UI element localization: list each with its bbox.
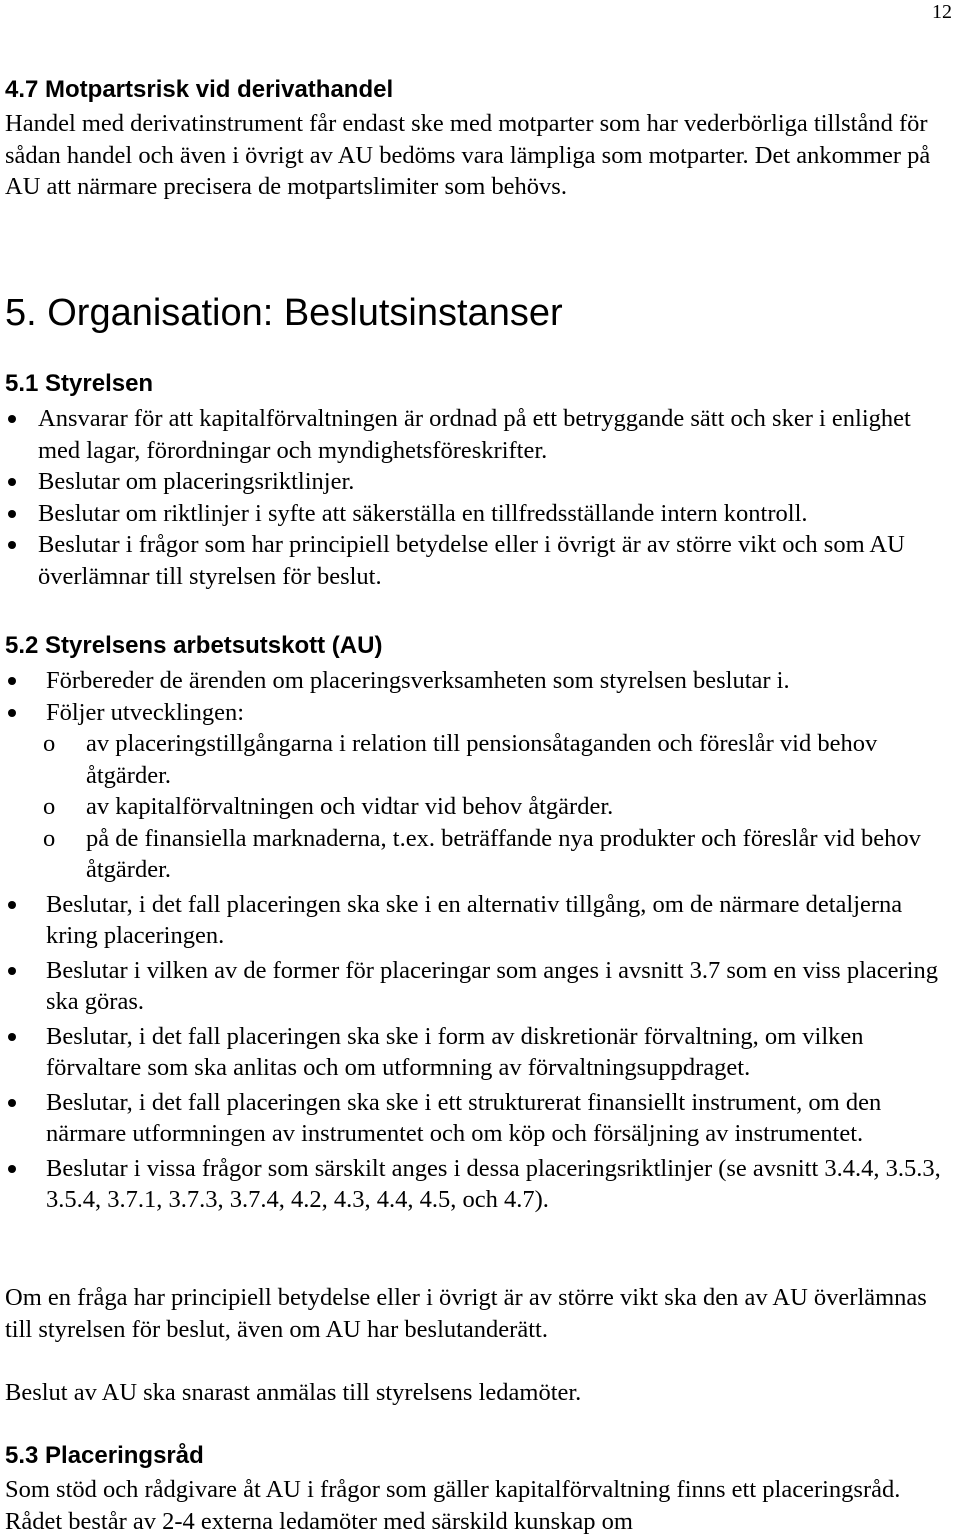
section-4-7-text: Handel med derivatinstrument får endast ske med motparter som har vederbörliga tillstånd för sådan handel och även i övrigt av AU bedöms vara lämpliga som motparter. Det ankommer på AU att närmare precisera de motpartslimiter som behövs. xyxy=(5,110,931,200)
sub-list-item xyxy=(0,728,950,791)
sub-list-item-text: av placeringstillgångarna i relation till pensionsåtaganden och föreslår vid behov åtgärder. xyxy=(86,730,878,789)
list-item-text: Ansvarar för att kapitalförvaltningen är ordnad på ett betryggande sätt och sker i enlighet med lagar, förordningar och myndighetsföreskrifter. xyxy=(38,405,911,464)
bullet-icon xyxy=(8,967,16,975)
list-item xyxy=(0,403,950,466)
section-5-3-heading: 5.3 Placeringsråd xyxy=(5,1442,204,1469)
sub-list-item xyxy=(0,823,950,886)
list-item-text: Beslutar, i det fall placeringen ska ske i en alternativ tillgång, om de närmare detaljerna kring placeringen. xyxy=(46,890,903,949)
list-item xyxy=(0,1153,950,1216)
section-4-7-heading: 4.7 Motpartsrisk vid derivathandel xyxy=(5,76,394,103)
list-item xyxy=(0,529,950,592)
list-item xyxy=(0,697,950,886)
list-item xyxy=(0,1087,950,1150)
list-item-text: Beslutar om riktlinjer i syfte att säkerställa en tillfredsställande intern kontroll. xyxy=(38,499,808,527)
list-item-text: Beslutar i vissa frågor som särskilt anges i dessa placeringsriktlinjer (se avsnitt 3.4.4, 3.5.3, 3.5.4, 3.7.1, 3.7.3, 3.7.4, 4.2, 4.3, 4.4, 4.5, och 4.7). xyxy=(46,1154,941,1213)
list-item xyxy=(0,498,950,530)
circle-marker-icon: o xyxy=(43,730,56,757)
circle-marker-icon: o xyxy=(43,824,56,852)
list-item-text: Beslutar, i det fall placeringen ska ske i ett strukturerat finansiellt instrument, om den närmare utformningen av instrumentet och om köp och försäljning av instrumentet. xyxy=(46,1088,882,1147)
section-5-2-heading: 5.2 Styrelsens arbetsutskott (AU) xyxy=(5,632,383,659)
list-item xyxy=(0,955,950,1018)
circle-marker-icon: o xyxy=(43,793,56,820)
list-item-text: Förbereder de ärenden om placeringsverksamheten som styrelsen beslutar i. xyxy=(46,667,790,694)
list-item-text: Beslutar i frågor som har principiell betydelse eller i övrigt är av större vikt och som AU överlämnar till styrelsen för beslut. xyxy=(38,531,905,590)
section-5-2-list xyxy=(0,665,950,1216)
sub-list xyxy=(43,728,950,886)
section-5-1-heading: 5.1 Styrelsen xyxy=(5,370,154,397)
bullet-icon xyxy=(8,510,16,518)
list-item xyxy=(0,889,950,952)
sub-list-item xyxy=(0,791,950,823)
page-number: 12 xyxy=(932,1,952,23)
sub-list-item-text: på de finansiella marknaderna, t.ex. beträffande nya produkter och föreslår vid behov åtgärder. xyxy=(86,824,921,883)
bullet-icon xyxy=(8,1165,16,1173)
section-5-3-text: Som stöd och rådgivare åt AU i frågor som gäller kapitalförvaltning finns ett placeringsråd. Rådet består av 2-4 externa ledamöter med särskild kunskap om xyxy=(5,1476,901,1535)
list-item-text: Följer utvecklingen: xyxy=(46,698,244,726)
bullet-icon xyxy=(8,1033,16,1041)
section-5-1-list xyxy=(0,403,950,592)
list-item-text: Beslutar, i det fall placeringen ska ske i form av diskretionär förvaltning, om vilken förvaltare som ska anlitas och om utformning av förvaltningsuppdraget. xyxy=(46,1022,864,1081)
bullet-icon xyxy=(8,901,16,909)
list-item xyxy=(0,1021,950,1084)
list-item-text: Beslutar om placeringsriktlinjer. xyxy=(38,468,355,495)
bullet-icon xyxy=(8,677,16,685)
bullet-icon xyxy=(8,709,16,717)
bullet-icon xyxy=(8,541,16,549)
list-item xyxy=(0,665,950,697)
paragraph-au-report: Beslut av AU ska snarast anmälas till styrelsens ledamöter. xyxy=(5,1379,582,1406)
list-item xyxy=(0,466,950,498)
list-item-text: Beslutar i vilken av de former för placeringar som anges i avsnitt 3.7 som en viss placering ska göras. xyxy=(46,956,938,1015)
bullet-icon xyxy=(8,415,16,423)
sub-list-item-text: av kapitalförvaltningen och vidtar vid behov åtgärder. xyxy=(86,793,614,820)
section-5-heading: 5. Organisation: Beslutsinstanser xyxy=(5,292,563,334)
bullet-icon xyxy=(8,1099,16,1107)
paragraph-au-referral: Om en fråga har principiell betydelse eller i övrigt är av större vikt ska den av AU överlämnas till styrelsen för beslut, även om AU har beslutanderätt. xyxy=(5,1284,927,1343)
bullet-icon xyxy=(8,478,16,486)
